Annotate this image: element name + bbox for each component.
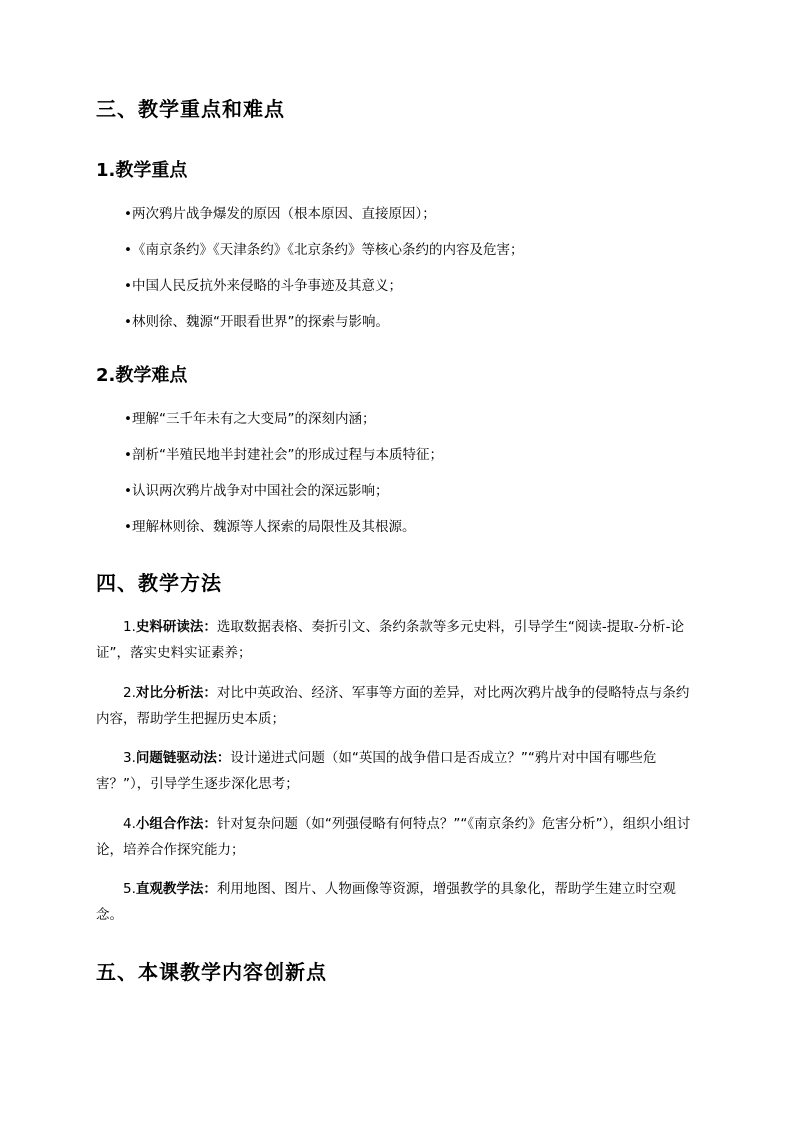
method-paragraph — [96, 745, 702, 797]
section-4-heading: 四、教学方法 — [96, 571, 222, 595]
method-name: 直观教学法： — [135, 881, 217, 897]
difficult-point-item: •理解林则徐、魏源等人探索的局限性及其根源。 — [124, 519, 416, 535]
key-points-heading: 1.教学重点 — [96, 160, 188, 181]
method-paragraph — [96, 680, 702, 732]
method-text: 利用地图、图片、人物画像等资源，增强教学的具象化，帮助学生建立时空观念。 — [96, 881, 676, 923]
method-name: 小组合作法： — [135, 816, 217, 832]
method-number: 1. — [123, 619, 136, 635]
method-number: 5. — [123, 881, 136, 897]
difficult-point-item: •认识两次鸦片战争对中国社会的深远影响； — [124, 483, 389, 499]
method-number: 4. — [123, 816, 136, 832]
method-paragraph — [96, 811, 702, 863]
key-point-item: •《南京条约》《天津条约》《北京条约》等核心条约的内容及危害； — [124, 242, 524, 258]
method-text: 设计递进式问题（如“英国的战争借口是否成立？”“鸦片对中国有哪些危害？”），引导学生逐步深化思考； — [96, 750, 657, 792]
key-point-item: •林则徐、魏源“开眼看世界”的探索与影响。 — [124, 314, 389, 330]
difficult-points-heading: 2.教学难点 — [96, 365, 188, 386]
method-paragraph — [96, 614, 702, 666]
key-point-item: •中国人民反抗外来侵略的斗争事迹及其意义； — [124, 278, 402, 294]
section-3-heading: 三、教学重点和难点 — [96, 97, 285, 121]
method-text: 选取数据表格、奏折引文、条约条款等多元史料，引导学生“阅读-提取-分析-论证”，落实史料实证素养； — [96, 619, 684, 661]
method-name: 对比分析法： — [135, 685, 217, 701]
key-point-item: •两次鸦片战争爆发的原因（根本原因、直接原因）； — [124, 206, 436, 222]
method-name: 问题链驱动法： — [135, 750, 231, 766]
method-paragraph — [96, 876, 702, 928]
difficult-point-item: •剖析“半殖民地半封建社会”的形成过程与本质特征； — [124, 447, 443, 463]
method-text: 针对复杂问题（如“列强侵略有何特点？”“《南京条约》危害分析”），组织小组讨论，培养合作探究能力； — [96, 816, 691, 858]
method-text: 对比中英政治、经济、军事等方面的差异，对比两次鸦片战争的侵略特点与条约内容，帮助学生把握历史本质； — [96, 685, 690, 727]
method-number: 3. — [123, 750, 136, 766]
section-5-heading: 五、本课教学内容创新点 — [96, 960, 327, 984]
difficult-point-item: •理解“三千年未有之大变局”的深刻内涵； — [124, 411, 376, 427]
method-name: 史料研读法： — [135, 619, 217, 635]
method-number: 2. — [123, 685, 136, 701]
